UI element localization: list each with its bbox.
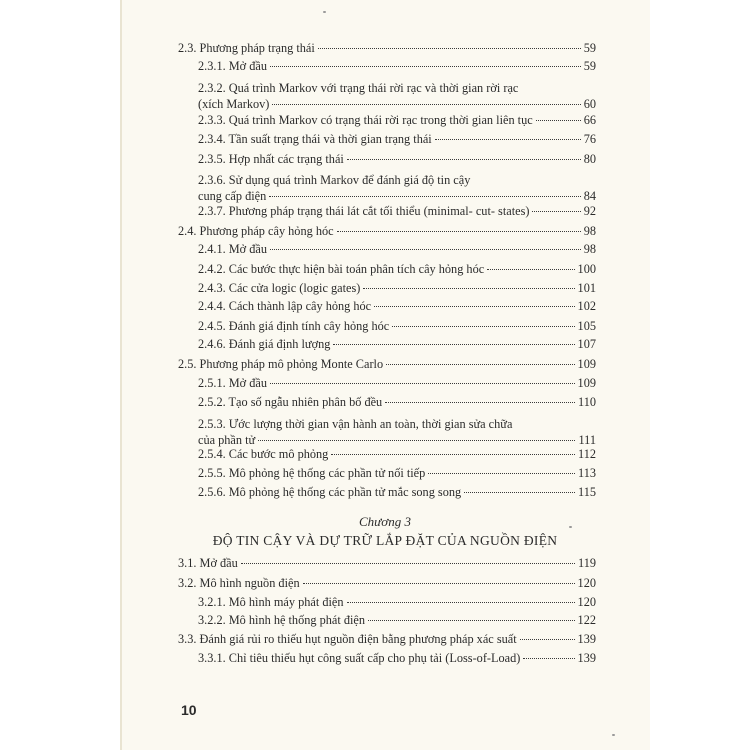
toc-entry-page: 60 bbox=[583, 97, 596, 111]
toc-entry-page: 139 bbox=[577, 651, 596, 665]
toc-entry bbox=[198, 261, 596, 277]
toc-entry bbox=[198, 151, 596, 167]
toc-entry-title: 2.4.1. Mở đầu bbox=[198, 242, 268, 256]
dot-leader bbox=[520, 639, 575, 640]
toc-entry-title: 2.4.2. Các bước thực hiện bài toán phân tích cây hỏng hóc bbox=[198, 262, 485, 276]
dot-leader bbox=[368, 620, 575, 621]
dot-leader bbox=[464, 492, 575, 493]
toc-entry-page: 119 bbox=[578, 556, 596, 570]
toc-entry-title: 3.1. Mở đầu bbox=[178, 556, 238, 570]
dot-leader bbox=[347, 159, 581, 160]
toc-entry-page: 105 bbox=[577, 319, 596, 333]
toc-entry-page: 109 bbox=[577, 376, 596, 390]
toc-entry bbox=[198, 172, 596, 204]
toc-entry bbox=[198, 203, 596, 219]
toc-entry-title: 2.5.1. Mở đầu bbox=[198, 376, 268, 390]
toc-entry-title: 3.2. Mô hình nguồn điện bbox=[178, 576, 300, 590]
toc-entry-title: 2.4.3. Các cửa logic (logic gates) bbox=[198, 281, 361, 295]
toc-entry-page: 107 bbox=[577, 337, 596, 351]
toc-entry-title: 2.3.3. Quá trình Markov có trạng thái rời rạc trong thời gian liên tục bbox=[198, 113, 533, 127]
toc-entry-title-line1: 2.5.3. Ước lượng thời gian vận hành an toàn, thời gian sửa chữa bbox=[198, 417, 513, 431]
toc-entry bbox=[198, 416, 596, 448]
toc-entry bbox=[198, 446, 596, 462]
toc-entry-page: 113 bbox=[578, 466, 596, 480]
toc-entry bbox=[198, 612, 596, 628]
dot-leader bbox=[532, 211, 580, 212]
chapter-title: ĐỘ TIN CẬY VÀ DỰ TRỮ LẮP ĐẶT CỦA NGUỒN ĐIỆN bbox=[212, 533, 558, 548]
dot-leader bbox=[386, 364, 574, 365]
toc-entry-title: 2.3. Phương pháp trạng thái bbox=[178, 41, 315, 55]
toc-entry-title: 2.4.6. Đánh giá định lượng bbox=[198, 337, 331, 351]
toc-entry-title: 3.2.1. Mô hình máy phát điện bbox=[198, 595, 344, 609]
toc-entry bbox=[178, 356, 596, 372]
dot-leader bbox=[374, 306, 574, 307]
toc-entry-page: 102 bbox=[577, 299, 596, 313]
dot-leader bbox=[258, 440, 575, 441]
dot-leader bbox=[241, 563, 575, 564]
toc-entry-page: 110 bbox=[578, 395, 596, 409]
toc-entry bbox=[198, 394, 596, 410]
toc-entry-title: 2.5.6. Mô phỏng hệ thống các phần tử mắc song song bbox=[198, 485, 462, 499]
toc-entry bbox=[178, 223, 596, 239]
toc-entry-title: 2.4.4. Cách thành lập cây hỏng hóc bbox=[198, 299, 372, 313]
toc-entry-page: 98 bbox=[583, 224, 596, 238]
toc-entry-page: 92 bbox=[583, 204, 596, 218]
dot-leader bbox=[523, 658, 574, 659]
dot-leader bbox=[318, 48, 581, 49]
dot-leader bbox=[392, 326, 574, 327]
ink-speck bbox=[569, 526, 572, 528]
dot-leader bbox=[363, 288, 574, 289]
ink-speck bbox=[323, 11, 326, 13]
toc-entry bbox=[198, 318, 596, 334]
toc-entry-title: 2.3.1. Mở đầu bbox=[198, 59, 268, 73]
chapter-label: Chương 3 bbox=[359, 514, 411, 529]
toc-entry-title: 2.3.7. Phương pháp trạng thái lát cắt tối thiểu (minimal- cut- states) bbox=[198, 204, 530, 218]
toc-entry-page: 98 bbox=[583, 242, 596, 256]
dot-leader bbox=[347, 602, 575, 603]
toc-entry-title: của phần tử bbox=[198, 433, 256, 447]
toc-entry bbox=[198, 298, 596, 314]
toc-entry bbox=[198, 80, 596, 112]
toc-entry bbox=[198, 594, 596, 610]
toc-entry bbox=[178, 40, 596, 56]
dot-leader bbox=[270, 66, 581, 67]
toc-entry bbox=[198, 280, 596, 296]
toc-entry-page: 122 bbox=[577, 613, 596, 627]
toc-entry bbox=[198, 375, 596, 391]
page-number: 10 bbox=[181, 702, 197, 718]
toc-entry-title: 3.2.2. Mô hình hệ thống phát điện bbox=[198, 613, 366, 627]
toc-entry-page: 115 bbox=[578, 485, 596, 499]
toc-entry-title: 2.3.5. Hợp nhất các trạng thái bbox=[198, 152, 344, 166]
toc-entry-title: (xích Markov) bbox=[198, 97, 270, 111]
toc-entry bbox=[198, 650, 596, 666]
toc-entry-title-line1: 2.3.6. Sử dụng quá trình Markov để đánh giá độ tin cậy bbox=[198, 173, 471, 187]
toc-entry bbox=[198, 112, 596, 128]
ink-speck bbox=[612, 734, 615, 736]
dot-leader bbox=[270, 249, 581, 250]
toc-entry bbox=[198, 58, 596, 74]
toc-entry-page: 66 bbox=[583, 113, 596, 127]
dot-leader bbox=[272, 104, 580, 105]
toc-entry bbox=[178, 631, 596, 647]
dot-leader bbox=[270, 383, 575, 384]
toc-entry-page: 100 bbox=[577, 262, 596, 276]
toc-entry-title: 2.3.4. Tần suất trạng thái và thời gian trạng thái bbox=[198, 132, 432, 146]
toc-entry-title: 2.4. Phương pháp cây hỏng hóc bbox=[178, 224, 334, 238]
toc-entry-page: 76 bbox=[583, 132, 596, 146]
dot-leader bbox=[337, 231, 581, 232]
toc-entry-title: 2.4.5. Đánh giá định tính cây hỏng hóc bbox=[198, 319, 390, 333]
toc-entry bbox=[198, 241, 596, 257]
toc-entry-page: 59 bbox=[583, 41, 596, 55]
toc-entry bbox=[198, 336, 596, 352]
toc-entry bbox=[198, 131, 596, 147]
toc-entry-title: 2.5. Phương pháp mô phỏng Monte Carlo bbox=[178, 357, 384, 371]
toc-entry-page: 120 bbox=[577, 576, 596, 590]
toc-entry-title: cung cấp điện bbox=[198, 189, 267, 203]
toc-entry-page: 101 bbox=[577, 281, 596, 295]
toc-entry-page: 84 bbox=[583, 189, 596, 203]
dot-leader bbox=[487, 269, 574, 270]
dot-leader bbox=[303, 583, 575, 584]
dot-leader bbox=[331, 454, 575, 455]
toc-entry-page: 59 bbox=[583, 59, 596, 73]
toc-entry-title: 2.5.4. Các bước mô phỏng bbox=[198, 447, 329, 461]
toc-entry bbox=[198, 484, 596, 500]
dot-leader bbox=[428, 473, 575, 474]
toc-entry-page: 80 bbox=[583, 152, 596, 166]
toc-entry-page: 120 bbox=[577, 595, 596, 609]
toc-entry-title: 3.3.1. Chỉ tiêu thiếu hụt công suất cấp cho phụ tải (Loss-of-Load) bbox=[198, 651, 521, 665]
toc-entry-title: 2.5.2. Tạo số ngẫu nhiên phân bố đều bbox=[198, 395, 383, 409]
dot-leader bbox=[333, 344, 574, 345]
toc-entry-page: 112 bbox=[578, 447, 596, 461]
toc-entry-title: 2.5.5. Mô phỏng hệ thống các phần tử nối tiếp bbox=[198, 466, 426, 480]
dot-leader bbox=[536, 120, 581, 121]
toc-entry-title-line1: 2.3.2. Quá trình Markov với trạng thái rời rạc và thời gian rời rạc bbox=[198, 81, 519, 95]
toc-entry bbox=[178, 575, 596, 591]
toc-entry bbox=[178, 555, 596, 571]
toc-entry-page: 111 bbox=[578, 433, 596, 447]
dot-leader bbox=[385, 402, 575, 403]
toc-entry-title: 3.3. Đánh giá rủi ro thiếu hụt nguồn điện bằng phương pháp xác suất bbox=[178, 632, 517, 646]
toc-entry-page: 139 bbox=[577, 632, 596, 646]
dot-leader bbox=[269, 196, 580, 197]
toc-entry bbox=[198, 465, 596, 481]
dot-leader bbox=[435, 139, 581, 140]
toc-entry-page: 109 bbox=[577, 357, 596, 371]
